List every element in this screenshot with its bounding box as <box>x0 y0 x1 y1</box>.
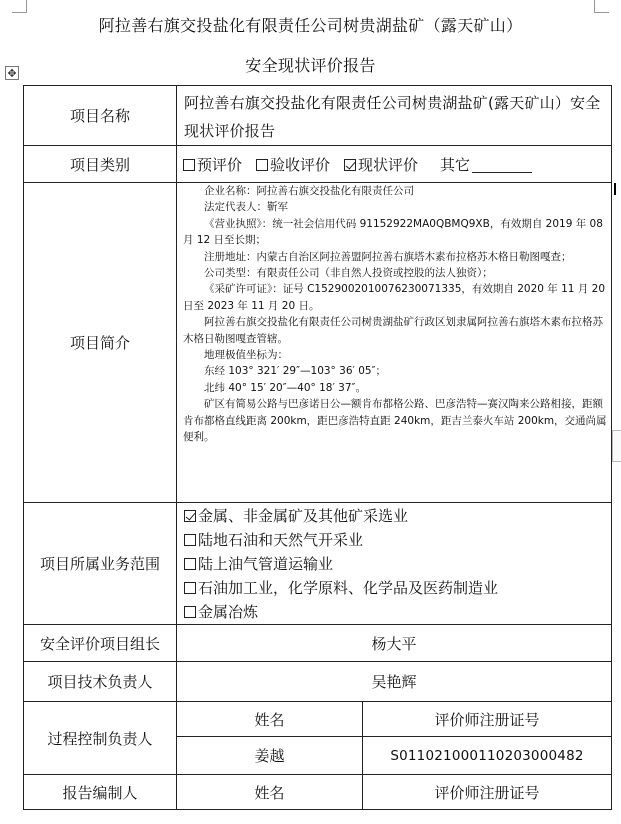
checkbox-icon[interactable] <box>256 159 268 171</box>
report-author-cert-header: 评价师注册证号 <box>363 775 612 810</box>
project-intro-label: 项目简介 <box>24 183 177 503</box>
intro-coords-heading: 地理极值坐标为： <box>204 349 288 362</box>
document-title: 阿拉善右旗交投盐化有限责任公司树贵湖盐矿（露天矿山） <box>98 16 523 35</box>
intro-legal-rep: 法定代表人：靳军 <box>204 201 288 214</box>
checked-checkbox-icon[interactable] <box>344 159 356 171</box>
process-control-cert-header: 评价师注册证号 <box>363 702 612 737</box>
other-blank-line[interactable] <box>472 158 532 173</box>
report-author-label: 报告编制人 <box>24 775 177 810</box>
project-intro-text[interactable] <box>177 183 612 503</box>
intro-company-name: 企业名称：阿拉善右旗交投盐化有限责任公司 <box>204 185 414 197</box>
table-move-handle[interactable] <box>5 66 19 80</box>
page-corner-mark-left <box>12 0 27 13</box>
checkbox-icon[interactable] <box>184 606 196 618</box>
checkbox-icon[interactable] <box>183 159 195 171</box>
intro-mining-license: 《采矿许可证》：证号 C1529002010076230071335，有效期自 2020 年 11 月 20 日至 2023 年 11 月 20 日。 <box>183 283 606 312</box>
team-leader-label: 安全评价项目组长 <box>24 625 177 662</box>
row-project-intro <box>24 183 612 503</box>
option-label: 陆上油气管道运输业 <box>198 554 334 573</box>
row-process-control-header <box>24 702 612 737</box>
process-control-name[interactable]: 姜越 <box>177 737 363 775</box>
category-option-acceptance-eval[interactable] <box>256 154 330 175</box>
intro-business-license: 《营业执照》：统一社会信用代码 91152922MA0QBMQ9XB，有效期自 2019 年 08 月 12 日至长期； <box>183 217 603 247</box>
text-cursor-marker <box>614 183 616 195</box>
project-category-label: 项目类别 <box>24 146 177 183</box>
option-label: 验收评价 <box>270 155 331 174</box>
checkbox-icon[interactable] <box>184 582 196 594</box>
option-label: 石油加工业，化学原料、化学品及医药制造业 <box>198 578 499 597</box>
category-option-pre-eval[interactable] <box>183 154 242 175</box>
option-label: 其它 <box>440 155 471 174</box>
business-scope-options <box>177 503 612 625</box>
row-project-category <box>24 146 612 183</box>
scope-option-mining[interactable] <box>184 504 611 528</box>
intro-latitude: 北纬 40° 15′ 20″—40° 18′ 37″。 <box>204 381 366 394</box>
page-corner-mark-right <box>594 0 609 13</box>
team-leader-value[interactable]: 杨大平 <box>177 625 612 662</box>
row-tech-lead <box>24 662 612 702</box>
category-option-other[interactable] <box>440 154 532 175</box>
option-label: 金属、非金属矿及其他矿采选业 <box>198 506 409 525</box>
business-scope-label: 项目所属业务范围 <box>24 503 177 625</box>
project-name-value[interactable]: 阿拉善右旗交投盐化有限责任公司树贵湖盐矿(露天矿山）安全现状评价报告 <box>177 86 612 146</box>
category-option-current-eval[interactable] <box>344 154 418 175</box>
info-table <box>23 85 612 810</box>
checkbox-icon[interactable] <box>184 534 196 546</box>
option-label: 预评价 <box>197 155 243 174</box>
row-report-author <box>24 775 612 810</box>
document-subtitle: 安全现状评价报告 <box>245 56 376 75</box>
scope-option-oil-gas[interactable] <box>184 528 611 552</box>
scope-option-smelting[interactable] <box>184 600 611 624</box>
scroll-edge-tab[interactable] <box>612 430 621 462</box>
option-label: 金属冶炼 <box>198 602 259 621</box>
tech-lead-label: 项目技术负责人 <box>24 662 177 702</box>
intro-company-type: 公司类型：有限责任公司（非自然人投资或控股的法人独资）； <box>204 267 493 280</box>
process-control-label: 过程控制负责人 <box>24 702 177 775</box>
row-team-leader <box>24 625 612 662</box>
row-business-scope <box>24 503 612 625</box>
tech-lead-value[interactable]: 吴艳辉 <box>177 662 612 702</box>
project-category-options <box>177 146 612 183</box>
row-project-name <box>24 86 612 146</box>
checked-checkbox-icon[interactable] <box>184 510 196 522</box>
intro-longitude: 东经 103° 321′ 29″—103° 36′ 05″； <box>204 365 387 378</box>
process-control-name-header: 姓名 <box>177 702 363 737</box>
intro-jurisdiction: 阿拉善右旗交投盐化有限责任公司树贵湖盐矿行政区划隶属阿拉善右旗塔木素布拉格苏木格日勒图嘎查管辖。 <box>183 316 603 345</box>
move-icon: ✥ <box>7 67 17 80</box>
intro-registered-address: 注册地址：内蒙古自治区阿拉善盟阿拉善右旗塔木素布拉格苏木格日勒图嘎查； <box>204 250 572 263</box>
report-author-name-header: 姓名 <box>177 775 363 810</box>
scope-option-petrochemical[interactable] <box>184 576 611 600</box>
option-label: 现状评价 <box>358 155 419 174</box>
scope-option-pipeline[interactable] <box>184 552 611 576</box>
checkbox-icon[interactable] <box>184 558 196 570</box>
process-control-cert[interactable]: S011021000110203000482 <box>363 737 612 775</box>
intro-traffic: 矿区有简易公路与巴彦诺日公—额肯布都格公路、巴彦浩特—赛汉陶来公路相接，距额肯布都格直线距离 200km，距巴彦浩特直距 240km，距吉兰泰火车站 200km，交通尚属便利。 <box>183 398 607 444</box>
option-label: 陆地石油和天然气开采业 <box>198 530 364 549</box>
project-name-label: 项目名称 <box>24 86 177 146</box>
